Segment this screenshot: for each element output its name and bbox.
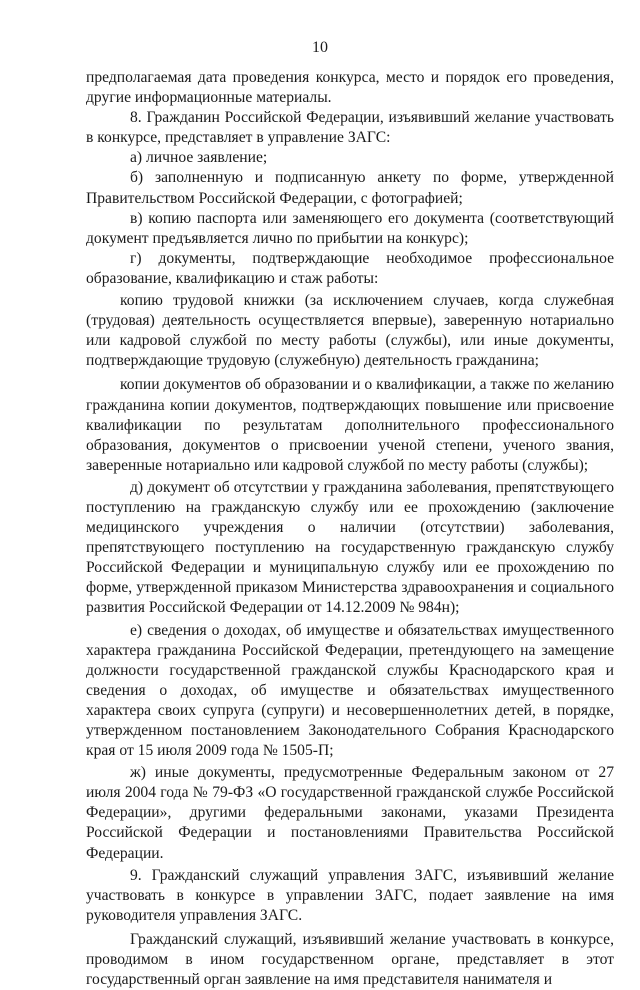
list-item-g: г) документы, подтверждающие необходимое профессиональное образование, квалификацию и стаж работы: (86, 249, 614, 287)
paragraph-civil-servant: Гражданский служащий, изъявивший желание участвовать в конкурсе, проводимом в ином государственном органе, представляет в этот государственный орган заявление на имя представителя нанимателя и (86, 930, 614, 989)
subitem-employment-record: копию трудовой книжки (за исключением случаев, когда служебная (трудовая) деятельность осуществляется впервые), заверенную нотариально или кадровой службой по месту работы (службы), или иные документы, подтверждающие трудовую (служебную) деятельность гражданина; (86, 292, 614, 370)
paragraph-continuation: предполагаемая дата проведения конкурса, место и порядок его проведения, другие информационные материалы. (86, 69, 614, 107)
paragraph-item-8: 8. Гражданин Российской Федерации, изъявивший желание участвовать в конкурсе, представляет в управление ЗАГС: (86, 109, 614, 147)
paragraph-item-9: 9. Гражданский служащий управления ЗАГС, изъявивший желание участвовать в конкурсе в управлении ЗАГС, подает заявление на имя руководителя управления ЗАГС. (86, 866, 614, 924)
list-item-zh: ж) иные документы, предусмотренные Федеральным законом от 27 июля 2004 года № 79-ФЗ «О государственной гражданской службе Российской Федерации», другими федеральными законами, указами Президента Российской Федерации и постановлениями Правительства Российской Федерации. (86, 764, 614, 862)
document-body (86, 68, 614, 990)
page-number: 10 (312, 39, 328, 56)
list-item-v: в) копию паспорта или заменяющего его документа (соответствующий документ предъявляется лично по прибытии на конкурс); (86, 209, 614, 247)
list-item-d: д) документ об отсутствии у гражданина заболевания, препятствующего поступлению на гражданскую службу или ее прохождению (заключение медицинского учреждения о наличии (отсутствии) заболевания, препятствующего поступлению на государственную гражданскую службу Российской Федерации и муниципальную службу или ее прохождению по форме, утвержденной приказом Министерства здравоохранения и социального развития Российской Федерации от 14.12.2009 № 984н); (86, 478, 614, 617)
list-item-a: а) личное заявление; (130, 149, 268, 167)
subitem-education-documents: копии документов об образовании и о квалификации, а также по желанию гражданина копии документов, подтверждающих повышение или присвоение квалификации по результатам дополнительного профессионального образования, документов о присвоении ученой степени, ученого звания, заверенные нотариально или кадровой службой по месту работы (службы); (86, 376, 614, 474)
list-item-e: е) сведения о доходах, об имуществе и обязательствах имущественного характера гражданина Российской Федерации, претендующего на замещение должности государственной гражданской службы Краснодарского края и сведения о доходах, об имуществе и обязательствах имущественного характера своих супруга (супруги) и несовершеннолетних детей, в порядке, утвержденном постановлением Законодательного Собрания Краснодарского края от 15 июля 2009 года № 1505-П; (86, 621, 614, 760)
list-item-b: б) заполненную и подписанную анкету по форме, утвержденной Правительством Российской Федерации, с фотографией; (86, 169, 614, 207)
